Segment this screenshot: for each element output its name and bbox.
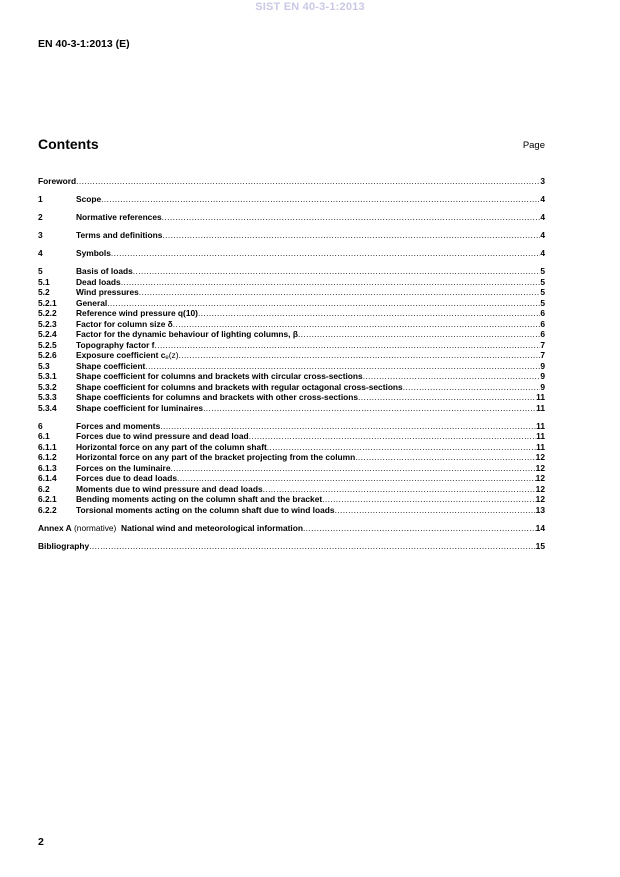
toc-entry-horizontal-force-shaft[interactable] — [38, 442, 545, 453]
toc-entry-normative-references[interactable] — [38, 212, 545, 223]
toc-entry-horizontal-force-bracket[interactable] — [38, 452, 545, 463]
toc-annex-note: (normative) — [74, 522, 117, 533]
page-number: 2 — [38, 836, 44, 848]
toc-entry-shape-circular[interactable] — [38, 371, 545, 382]
toc-entry-shape-luminaires[interactable] — [38, 403, 545, 414]
toc-annex-title: National wind and meteorological information — [121, 522, 303, 533]
toc-entry-shape-octagonal[interactable] — [38, 382, 545, 393]
toc-leader — [178, 350, 540, 361]
toc-leader — [358, 392, 536, 403]
toc-number: 3 — [38, 230, 43, 240]
toc-title: Terms and definitions — [76, 230, 163, 240]
toc-leader — [145, 361, 540, 372]
toc-entry-forces-dead-loads[interactable] — [38, 473, 545, 484]
toc-entry-forces-wind-dead[interactable] — [38, 431, 545, 442]
toc-number: 6.1.4 — [38, 473, 57, 483]
toc-entry-exposure-coefficient[interactable] — [38, 350, 545, 361]
toc-page: 9 — [540, 360, 545, 371]
toc-number: 5 — [38, 266, 43, 276]
toc-page: 14 — [535, 522, 545, 533]
toc-page: 5 — [540, 287, 545, 297]
toc-page: 12 — [535, 494, 545, 504]
toc-number: 5.2.5 — [38, 339, 57, 350]
toc-page: 5 — [540, 276, 545, 287]
toc-number: 4 — [38, 248, 43, 258]
toc-leader — [162, 230, 540, 241]
toc-leader — [267, 442, 536, 453]
toc-entry-moments[interactable] — [38, 484, 545, 495]
toc-leader — [322, 494, 536, 505]
toc-number: 2 — [38, 212, 43, 222]
toc-entry-torsional-moments[interactable] — [38, 505, 545, 516]
toc-entry-general[interactable] — [38, 298, 545, 309]
toc-annex-label: Annex A — [38, 522, 72, 533]
toc-title: Moments due to wind pressure and dead loads — [76, 483, 263, 494]
toc-title: Topography factor f — [76, 339, 155, 350]
toc-title-suffix: (z) — [168, 350, 179, 360]
contents-title: Contents — [38, 136, 99, 152]
toc-page: 4 — [540, 212, 545, 222]
toc-title: Symbols — [76, 248, 111, 258]
toc-leader — [355, 452, 535, 463]
toc-entry-bibliography[interactable] — [38, 541, 545, 552]
toc-entry-foreword[interactable] — [38, 176, 545, 187]
toc-entry-forces-luminaire[interactable] — [38, 463, 545, 474]
toc-page: 12 — [535, 452, 545, 462]
toc-title: Normative references — [76, 212, 162, 222]
toc-number: 5.3.2 — [38, 381, 57, 392]
toc-page: 11 — [536, 392, 545, 402]
toc-number: 5.2.2 — [38, 308, 57, 318]
toc-number: 5.2.1 — [38, 297, 57, 308]
toc-number: 6.1.3 — [38, 462, 57, 473]
toc-entry-wind-pressures[interactable] — [38, 287, 545, 298]
toc-page: 11 — [536, 402, 545, 413]
toc-title: Foreword — [38, 176, 77, 186]
toc-page: 5 — [540, 266, 545, 276]
toc-title: Shape coefficients for columns and brackets with other cross-sections — [76, 392, 359, 402]
toc-page: 3 — [540, 176, 545, 186]
toc-title: Basis of loads — [76, 266, 133, 276]
toc-leader — [76, 176, 540, 187]
toc-title-subscript: e — [165, 355, 169, 361]
toc-title: Forces due to dead loads — [76, 473, 177, 483]
toc-leader — [170, 463, 535, 474]
toc-page: 15 — [535, 540, 545, 551]
toc-number: 6.2 — [38, 483, 50, 494]
toc-leader — [111, 248, 540, 259]
toc-entry-annex-a[interactable] — [38, 523, 545, 534]
toc-title: Factor for column size δ — [76, 318, 173, 329]
toc-number: 6.1.2 — [38, 452, 57, 462]
toc-title: Forces and moments — [76, 420, 161, 431]
toc-title: Shape coefficient for columns and brackets with regular octagonal cross-sections — [76, 381, 403, 392]
toc-entry-terms-and-definitions[interactable] — [38, 230, 545, 241]
toc-leader — [249, 431, 536, 442]
toc-page: 6 — [540, 308, 545, 318]
watermark: SIST EN 40-3-1:2013 — [255, 1, 365, 13]
toc-title: Horizontal force on any part of the column shaft — [76, 441, 267, 452]
toc-page: 11 — [536, 441, 545, 452]
toc-page: 12 — [535, 462, 545, 473]
toc-page: 12 — [535, 483, 545, 494]
toc-page: 11 — [536, 431, 545, 441]
toc-page: 4 — [540, 194, 545, 204]
toc-number: 5.3.4 — [38, 402, 57, 413]
toc-leader — [403, 382, 541, 393]
toc-number: 5.2 — [38, 287, 50, 297]
toc-page: 12 — [535, 473, 545, 483]
toc-entry-factor-column-size[interactable] — [38, 319, 545, 330]
toc-number: 5.2.4 — [38, 329, 57, 339]
toc-page: 7 — [540, 350, 545, 360]
toc-number: 6.2.1 — [38, 494, 57, 504]
toc-number: 5.3.3 — [38, 392, 57, 402]
toc-entry-shape-other[interactable] — [38, 392, 545, 403]
toc-page: 6 — [540, 318, 545, 329]
toc-title: General — [76, 297, 108, 308]
toc-entry-bending-moments[interactable] — [38, 494, 545, 505]
toc-entry-forces-and-moments[interactable] — [38, 421, 545, 432]
toc-leader — [198, 308, 540, 319]
toc-title: Bending moments acting on the column shaft and the bracket — [76, 494, 323, 504]
toc-number: 6.2.2 — [38, 504, 57, 515]
toc-number: 6.1 — [38, 431, 50, 441]
toc-entry-scope[interactable] — [38, 194, 545, 205]
toc-page: 6 — [540, 329, 545, 339]
toc-leader — [162, 212, 541, 223]
toc-entry-dead-loads[interactable] — [38, 277, 545, 288]
toc-leader — [173, 319, 541, 330]
toc-title: Bibliography — [38, 540, 90, 551]
toc-number: 5.2.6 — [38, 350, 57, 360]
toc-leader — [101, 194, 540, 205]
toc-entry-symbols[interactable] — [38, 248, 545, 259]
toc-number: 1 — [38, 194, 43, 204]
toc-leader — [121, 277, 541, 288]
toc-page: 5 — [540, 297, 545, 308]
toc-title: Shape coefficient for columns and brackets with circular cross-sections — [76, 371, 363, 381]
toc-leader — [303, 523, 536, 534]
toc-title: Horizontal force on any part of the bracket projecting from the column — [76, 452, 356, 462]
toc-entry-shape-coefficient[interactable] — [38, 361, 545, 372]
toc-title: Dead loads — [76, 276, 121, 287]
toc-number: 6 — [38, 420, 43, 431]
toc-title: Scope — [76, 194, 102, 204]
toc-page: 4 — [540, 230, 545, 240]
toc-leader — [160, 421, 536, 432]
toc-entry-topography-factor[interactable] — [38, 340, 545, 351]
toc-title: Shape coefficient for luminaires — [76, 402, 204, 413]
toc-leader — [363, 371, 541, 382]
toc-leader — [298, 329, 540, 340]
toc-number: 5.2.3 — [38, 318, 57, 329]
toc-title: Forces on the luminaire — [76, 462, 171, 473]
toc-leader — [203, 403, 536, 414]
toc-leader — [154, 340, 540, 351]
toc-number: 5.3 — [38, 360, 50, 371]
toc-title: Torsional moments acting on the column shaft due to wind loads — [76, 504, 335, 515]
toc-leader — [335, 505, 536, 516]
toc-leader — [263, 484, 536, 495]
toc-page: 13 — [535, 504, 545, 515]
page-column-label: Page — [522, 140, 545, 151]
toc-entry-reference-wind-pressure[interactable] — [38, 308, 545, 319]
table-of-contents — [38, 176, 545, 551]
toc-leader — [177, 473, 536, 484]
toc-title: Shape coefficient — [76, 360, 146, 371]
toc-page: 9 — [540, 371, 545, 381]
toc-title-main: Exposure coefficient c — [76, 350, 166, 360]
toc-page: 9 — [540, 381, 545, 392]
document-id: EN 40-3-1:2013 (E) — [38, 38, 130, 50]
toc-page: 7 — [540, 339, 545, 350]
toc-number: 6.1.1 — [38, 441, 57, 452]
toc-leader — [107, 298, 540, 309]
toc-leader — [133, 266, 541, 277]
toc-entry-basis-of-loads[interactable] — [38, 266, 545, 277]
toc-title: Forces due to wind pressure and dead load — [76, 431, 249, 441]
toc-number: 5.3.1 — [38, 371, 57, 381]
toc-leader — [139, 287, 541, 298]
toc-page: 4 — [540, 248, 545, 258]
toc-entry-factor-dynamic-behaviour[interactable] — [38, 329, 545, 340]
toc-title — [38, 523, 303, 534]
toc-leader — [89, 541, 535, 552]
toc-page: 11 — [536, 420, 545, 431]
toc-title: Factor for the dynamic behaviour of lighting columns, β — [76, 329, 298, 339]
toc-number: 5.1 — [38, 276, 50, 287]
toc-title: Wind pressures — [76, 287, 139, 297]
toc-title: Reference wind pressure q(10) — [76, 308, 198, 318]
